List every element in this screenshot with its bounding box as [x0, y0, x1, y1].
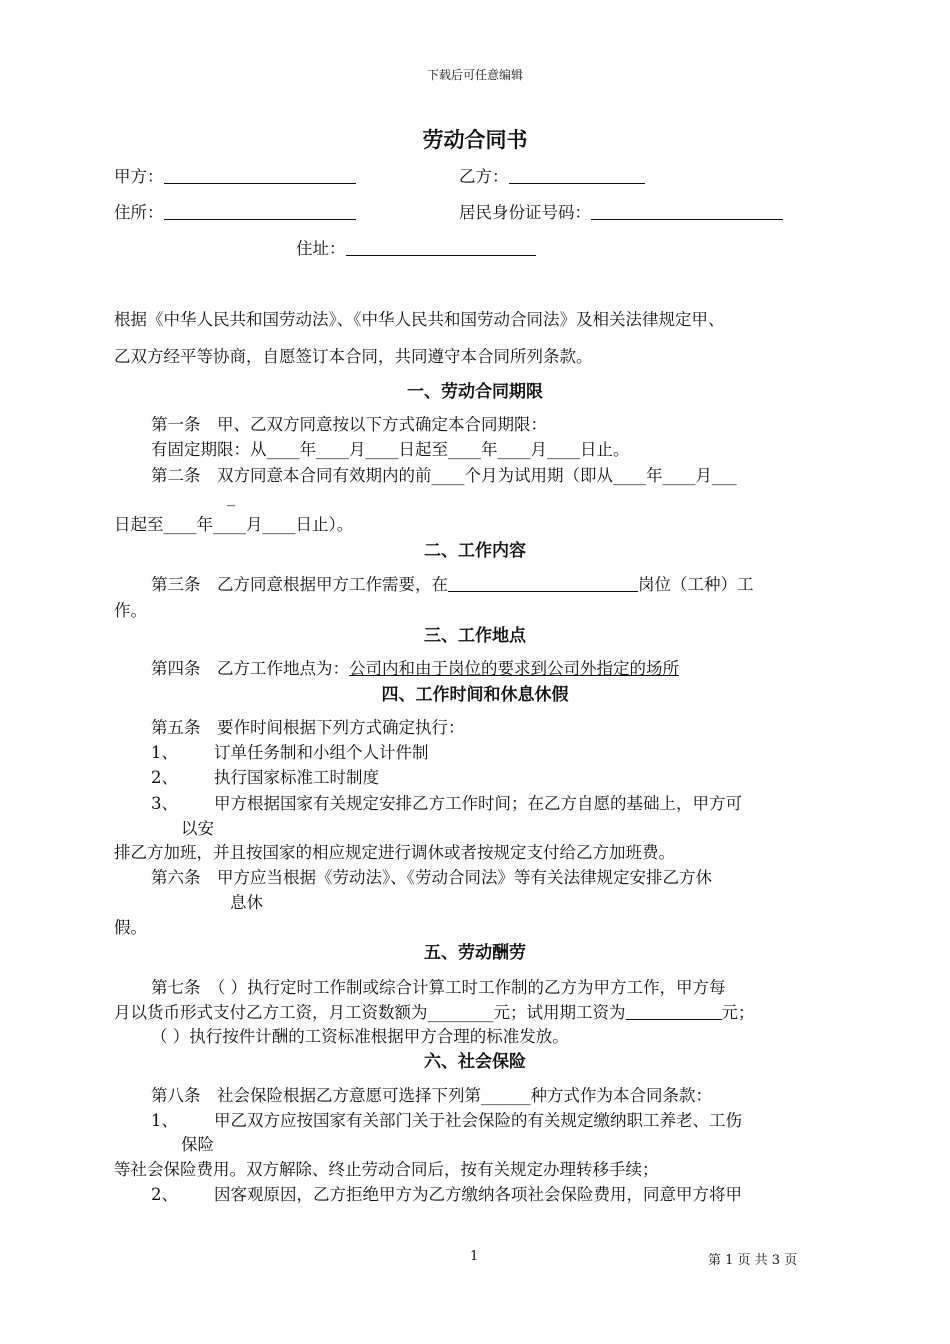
residence-label: 住所： — [114, 203, 164, 222]
page-number: 1 — [470, 1249, 479, 1264]
party-a-blank[interactable] — [164, 165, 356, 184]
party-b-blank[interactable] — [509, 165, 645, 184]
article-5: 第五条 要作时间根据下列方式确定执行： — [151, 718, 465, 737]
address-label: 住址： — [296, 239, 346, 258]
section-2-heading: 二、工作内容 — [424, 541, 526, 561]
insurance-item-2-text: 因客观原因，乙方拒绝甲方为乙方缴纳各项社会保险费用，同意甲方将甲 — [214, 1185, 742, 1204]
insurance-item-1-text: 甲乙双方应按国家有关部门关于社会保险的有关规定缴纳职工养老、工伤 — [214, 1111, 742, 1130]
article-3-text-b: 岗位（工种）工 — [638, 575, 754, 594]
insurance-item-1-end: 等社会保险费用。双方解除、终止劳动合同后，按有关规定办理转移手续； — [114, 1160, 659, 1179]
item-3-number: 3、 — [151, 794, 178, 813]
insurance-item-1-number: 1、 — [151, 1111, 178, 1130]
article-4-label: 第四条 乙方工作地点为： — [151, 659, 349, 678]
party-b-row — [459, 163, 645, 187]
article-1: 第一条 甲、乙双方同意按以下方式确定本合同期限： — [151, 415, 547, 434]
article-7: 第七条 （ ）执行定时工作制或综合计算工时工作制的乙方为甲方工作，甲方每 — [151, 978, 726, 997]
residence-row — [114, 199, 356, 223]
page-info: 第 1 页 共 3 页 — [708, 1253, 798, 1268]
address-blank[interactable] — [346, 237, 536, 256]
intro-line-1: 根据《中华人民共和国劳动法》、《中华人民共和国劳动合同法》及相关法律规定甲、 — [114, 310, 725, 329]
article-7-line-2 — [114, 999, 755, 1023]
insurance-item-1-wrap: 保险 — [181, 1135, 214, 1154]
item-3-end: 排乙方加班，并且按国家的相应规定进行调休或者按规定支付给乙方加班费。 — [114, 843, 675, 862]
article-4 — [151, 655, 679, 679]
section-3-heading: 三、工作地点 — [424, 626, 526, 646]
article-7-line-2-end: 元； — [721, 1003, 755, 1022]
document-title: 劳动合同书 — [422, 128, 528, 152]
article-6-end: 假。 — [114, 918, 147, 937]
residence-blank[interactable] — [164, 201, 356, 220]
insurance-item-2-number: 2、 — [151, 1185, 178, 1204]
section-1-heading: 一、劳动合同期限 — [407, 382, 543, 402]
item-1-text: 订单任务制和小组个人计件制 — [214, 743, 429, 762]
item-1-number: 1、 — [151, 743, 178, 762]
section-5-heading: 五、劳动酬劳 — [424, 943, 526, 963]
article-3-text-a: 第三条 乙方同意根据甲方工作需要，在 — [151, 575, 448, 594]
id-number-row — [459, 199, 783, 223]
article-3-end: 作。 — [114, 601, 147, 620]
article-2-wrap: _ — [227, 487, 236, 506]
item-2-text: 执行国家标准工时制度 — [214, 768, 379, 787]
position-blank[interactable] — [448, 573, 638, 592]
article-6: 第六条 甲方应当根据《劳动法》、《劳动合同法》等有关法律规定安排乙方休 — [151, 868, 712, 887]
address-row — [296, 235, 536, 259]
item-3-wrap: 以安 — [181, 819, 214, 838]
fixed-term-line: 有固定期限：从____年____月____日起至____年____月____日止。 — [151, 440, 630, 459]
article-2-end: 日起至____年____月____日止）。 — [114, 515, 354, 534]
party-a-row — [114, 163, 356, 187]
id-number-label: 居民身份证号码： — [459, 203, 591, 222]
probation-wage-blank[interactable] — [626, 1001, 722, 1020]
party-a-label: 甲方： — [114, 167, 164, 186]
id-number-blank[interactable] — [591, 201, 783, 220]
item-3-text: 甲方根据国家有关规定安排乙方工作时间；在乙方自愿的基础上，甲方可 — [214, 794, 742, 813]
item-2-number: 2、 — [151, 768, 178, 787]
section-4-heading: 四、工作时间和休息休假 — [381, 685, 569, 705]
article-3 — [151, 571, 754, 595]
article-2: 第二条 双方同意本合同有效期内的前____个月为试用期（即从____年____月___ — [151, 466, 737, 485]
work-location: 公司内和由于岗位的要求到公司外指定的场所 — [349, 659, 679, 678]
article-8: 第八条 社会保险根据乙方意愿可选择下列第______种方式作为本合同条款： — [151, 1086, 712, 1105]
article-7-line-2-text: 月以货币形式支付乙方工资，月工资数额为________元；试用期工资为 — [114, 1003, 626, 1022]
party-b-label: 乙方： — [459, 167, 509, 186]
article-6-wrap: 息休 — [230, 893, 263, 912]
section-6-heading: 六、社会保险 — [424, 1052, 526, 1072]
article-7-line-3: （ ）执行按件计酬的工资标准根据甲方合理的标准发放。 — [151, 1027, 569, 1046]
header-note: 下载后可任意编辑 — [426, 68, 523, 82]
intro-line-2: 乙双方经平等协商，自愿签订本合同，共同遵守本合同所列条款。 — [114, 347, 593, 366]
